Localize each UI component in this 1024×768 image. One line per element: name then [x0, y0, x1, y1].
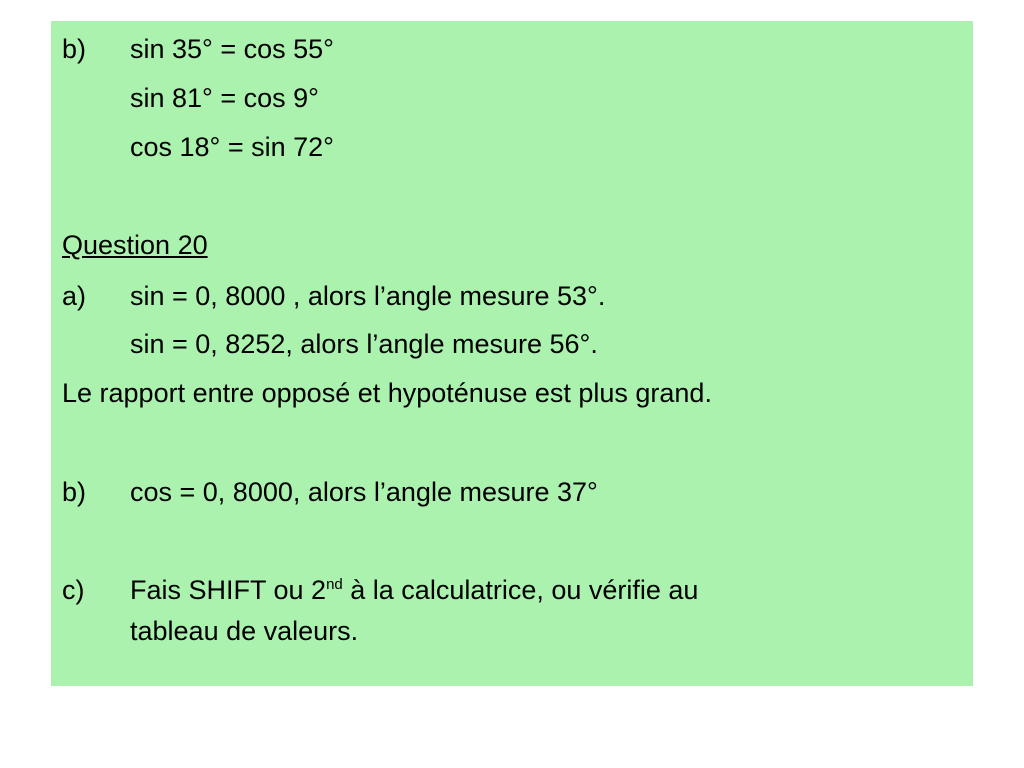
part-a-line-1: sin = 0, 8000 , alors l’angle mesure 53°.	[130, 281, 606, 311]
part-c-text-before: Fais SHIFT ou 2	[130, 575, 327, 605]
section-b1-label: b)	[62, 34, 87, 64]
part-b-text: cos = 0, 8000, alors l’angle mesure 37°	[130, 477, 598, 507]
question-title: Question 20	[62, 230, 208, 260]
part-a-conclusion: Le rapport entre opposé et hypoténuse est plus grand.	[62, 378, 712, 408]
identity-line-2: sin 81° = cos 9°	[130, 83, 319, 113]
part-c-line-2: tableau de valeurs.	[130, 616, 359, 646]
part-c-superscript: nd	[326, 576, 343, 593]
part-c-label: c)	[62, 575, 85, 605]
identity-line-1: sin 35° = cos 55°	[130, 34, 334, 64]
part-c-line-1	[130, 574, 698, 606]
part-a-label: a)	[62, 281, 87, 311]
part-b-label: b)	[62, 477, 87, 507]
part-a-line-2: sin = 0, 8252, alors l’angle mesure 56°.	[130, 329, 598, 359]
part-c-text-after: à la calculatrice, ou vérifie au	[342, 575, 699, 605]
identity-line-3: cos 18° = sin 72°	[130, 132, 334, 162]
